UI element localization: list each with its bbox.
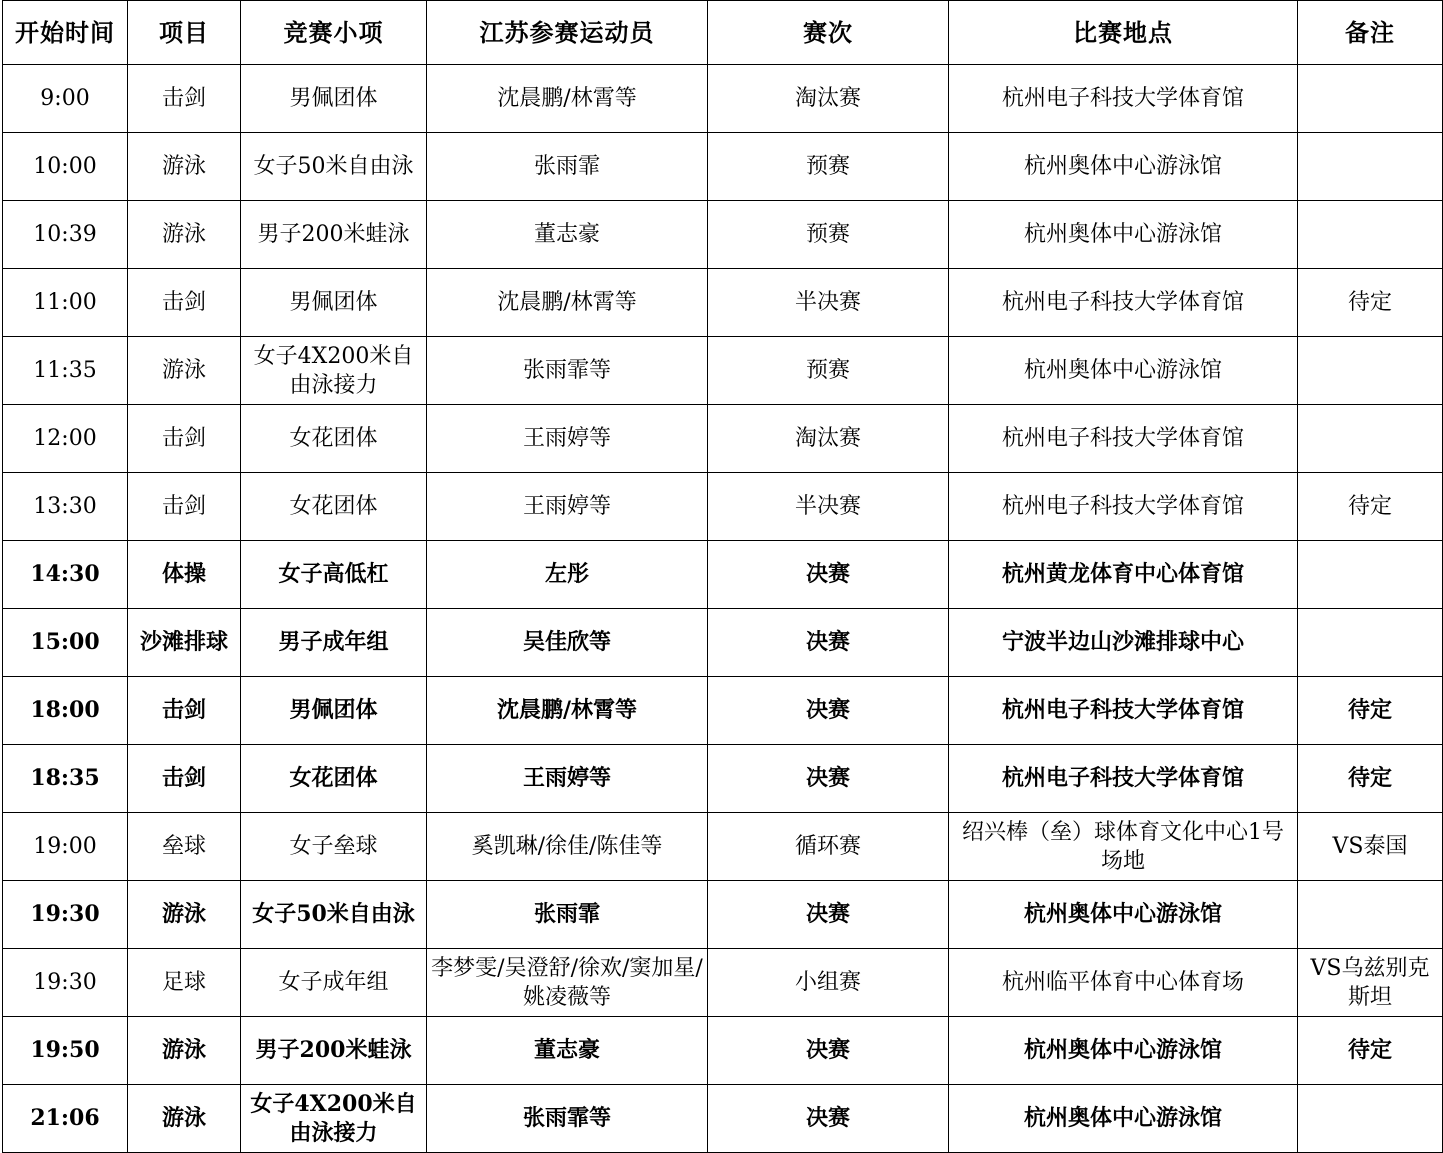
cell-round: 决赛	[708, 541, 949, 609]
cell-note	[1298, 201, 1443, 269]
cell-venue: 杭州黄龙体育中心体育馆	[949, 541, 1298, 609]
cell-athletes: 张雨霏等	[427, 1085, 708, 1153]
cell-note	[1298, 881, 1443, 949]
cell-venue: 杭州奥体中心游泳馆	[949, 1085, 1298, 1153]
table-row	[3, 405, 1443, 473]
cell-athletes: 王雨婷等	[427, 405, 708, 473]
cell-round: 决赛	[708, 1017, 949, 1085]
cell-sport: 游泳	[128, 881, 241, 949]
table-row	[3, 677, 1443, 745]
cell-event: 男子200米蛙泳	[241, 1017, 427, 1085]
cell-start-time: 19:00	[3, 813, 128, 881]
cell-event: 男佩团体	[241, 677, 427, 745]
cell-venue: 杭州临平体育中心体育场	[949, 949, 1298, 1017]
cell-event: 男佩团体	[241, 65, 427, 133]
cell-round: 半决赛	[708, 473, 949, 541]
cell-sport: 游泳	[128, 337, 241, 405]
cell-athletes: 吴佳欣等	[427, 609, 708, 677]
cell-venue: 杭州奥体中心游泳馆	[949, 1017, 1298, 1085]
cell-venue: 杭州电子科技大学体育馆	[949, 269, 1298, 337]
cell-sport: 击剑	[128, 677, 241, 745]
header-sport: 项目	[128, 1, 241, 65]
table-row	[3, 133, 1443, 201]
cell-venue: 宁波半边山沙滩排球中心	[949, 609, 1298, 677]
cell-athletes: 张雨霏	[427, 881, 708, 949]
schedule-body	[3, 65, 1443, 1153]
cell-event: 男子200米蛙泳	[241, 201, 427, 269]
table-row	[3, 541, 1443, 609]
table-row	[3, 1085, 1443, 1153]
cell-venue: 杭州电子科技大学体育馆	[949, 473, 1298, 541]
cell-athletes: 左彤	[427, 541, 708, 609]
cell-venue: 杭州奥体中心游泳馆	[949, 201, 1298, 269]
cell-venue: 杭州电子科技大学体育馆	[949, 745, 1298, 813]
cell-round: 预赛	[708, 133, 949, 201]
cell-sport: 击剑	[128, 405, 241, 473]
cell-round: 决赛	[708, 881, 949, 949]
cell-start-time: 15:00	[3, 609, 128, 677]
cell-event: 男佩团体	[241, 269, 427, 337]
header-athletes: 江苏参赛运动员	[427, 1, 708, 65]
cell-note: 待定	[1298, 473, 1443, 541]
cell-start-time: 19:30	[3, 881, 128, 949]
cell-venue: 杭州电子科技大学体育馆	[949, 65, 1298, 133]
cell-event: 女子50米自由泳	[241, 133, 427, 201]
cell-sport: 击剑	[128, 65, 241, 133]
cell-sport: 游泳	[128, 1085, 241, 1153]
cell-note	[1298, 1085, 1443, 1153]
cell-note	[1298, 337, 1443, 405]
cell-sport: 击剑	[128, 269, 241, 337]
table-row	[3, 949, 1443, 1017]
schedule-table	[2, 0, 1443, 1153]
cell-round: 决赛	[708, 1085, 949, 1153]
cell-note: 待定	[1298, 745, 1443, 813]
cell-event: 女子50米自由泳	[241, 881, 427, 949]
cell-sport: 沙滩排球	[128, 609, 241, 677]
cell-round: 预赛	[708, 337, 949, 405]
cell-venue: 杭州奥体中心游泳馆	[949, 337, 1298, 405]
table-row	[3, 337, 1443, 405]
cell-note: 待定	[1298, 1017, 1443, 1085]
cell-note	[1298, 609, 1443, 677]
cell-athletes: 张雨霏	[427, 133, 708, 201]
cell-athletes: 沈晨鹏/林霄等	[427, 677, 708, 745]
cell-athletes: 李梦雯/吴澄舒/徐欢/窦加星/姚凌薇等	[427, 949, 708, 1017]
cell-event: 男子成年组	[241, 609, 427, 677]
cell-note: VS乌兹别克斯坦	[1298, 949, 1443, 1017]
cell-event: 女子垒球	[241, 813, 427, 881]
cell-round: 淘汰赛	[708, 65, 949, 133]
cell-round: 淘汰赛	[708, 405, 949, 473]
cell-note	[1298, 65, 1443, 133]
header-event: 竞赛小项	[241, 1, 427, 65]
cell-start-time: 18:35	[3, 745, 128, 813]
cell-sport: 击剑	[128, 473, 241, 541]
cell-sport: 游泳	[128, 1017, 241, 1085]
cell-round: 小组赛	[708, 949, 949, 1017]
cell-athletes: 董志豪	[427, 1017, 708, 1085]
cell-event: 女子成年组	[241, 949, 427, 1017]
cell-start-time: 9:00	[3, 65, 128, 133]
cell-event: 女子4X200米自由泳接力	[241, 337, 427, 405]
table-row	[3, 473, 1443, 541]
cell-athletes: 沈晨鹏/林霄等	[427, 65, 708, 133]
cell-start-time: 18:00	[3, 677, 128, 745]
cell-sport: 游泳	[128, 133, 241, 201]
cell-athletes: 张雨霏等	[427, 337, 708, 405]
cell-event: 女花团体	[241, 405, 427, 473]
cell-athletes: 董志豪	[427, 201, 708, 269]
cell-round: 决赛	[708, 609, 949, 677]
cell-round: 半决赛	[708, 269, 949, 337]
header-note: 备注	[1298, 1, 1443, 65]
cell-athletes: 王雨婷等	[427, 473, 708, 541]
table-row	[3, 881, 1443, 949]
cell-venue: 杭州电子科技大学体育馆	[949, 677, 1298, 745]
cell-event: 女花团体	[241, 745, 427, 813]
header-row	[3, 1, 1443, 65]
table-row	[3, 609, 1443, 677]
cell-venue: 绍兴棒（垒）球体育文化中心1号场地	[949, 813, 1298, 881]
cell-start-time: 21:06	[3, 1085, 128, 1153]
cell-venue: 杭州奥体中心游泳馆	[949, 881, 1298, 949]
table-row	[3, 201, 1443, 269]
cell-athletes: 沈晨鹏/林霄等	[427, 269, 708, 337]
cell-round: 循环赛	[708, 813, 949, 881]
cell-sport: 垒球	[128, 813, 241, 881]
cell-start-time: 11:00	[3, 269, 128, 337]
cell-start-time: 10:39	[3, 201, 128, 269]
header-venue: 比赛地点	[949, 1, 1298, 65]
table-row	[3, 745, 1443, 813]
cell-start-time: 11:35	[3, 337, 128, 405]
cell-note	[1298, 133, 1443, 201]
cell-venue: 杭州奥体中心游泳馆	[949, 133, 1298, 201]
cell-start-time: 12:00	[3, 405, 128, 473]
cell-note: 待定	[1298, 269, 1443, 337]
cell-start-time: 14:30	[3, 541, 128, 609]
cell-athletes: 奚凯琳/徐佳/陈佳等	[427, 813, 708, 881]
cell-event: 女子4X200米自由泳接力	[241, 1085, 427, 1153]
cell-start-time: 19:30	[3, 949, 128, 1017]
table-row	[3, 65, 1443, 133]
header-start-time: 开始时间	[3, 1, 128, 65]
cell-venue: 杭州电子科技大学体育馆	[949, 405, 1298, 473]
cell-event: 女花团体	[241, 473, 427, 541]
cell-round: 决赛	[708, 745, 949, 813]
cell-round: 决赛	[708, 677, 949, 745]
cell-start-time: 13:30	[3, 473, 128, 541]
table-row	[3, 1017, 1443, 1085]
table-row	[3, 269, 1443, 337]
cell-sport: 体操	[128, 541, 241, 609]
cell-sport: 足球	[128, 949, 241, 1017]
cell-note: 待定	[1298, 677, 1443, 745]
cell-athletes: 王雨婷等	[427, 745, 708, 813]
cell-note: VS泰国	[1298, 813, 1443, 881]
table-row	[3, 813, 1443, 881]
cell-note	[1298, 405, 1443, 473]
header-round: 赛次	[708, 1, 949, 65]
cell-start-time: 19:50	[3, 1017, 128, 1085]
cell-sport: 击剑	[128, 745, 241, 813]
cell-note	[1298, 541, 1443, 609]
cell-start-time: 10:00	[3, 133, 128, 201]
cell-sport: 游泳	[128, 201, 241, 269]
cell-event: 女子高低杠	[241, 541, 427, 609]
cell-round: 预赛	[708, 201, 949, 269]
